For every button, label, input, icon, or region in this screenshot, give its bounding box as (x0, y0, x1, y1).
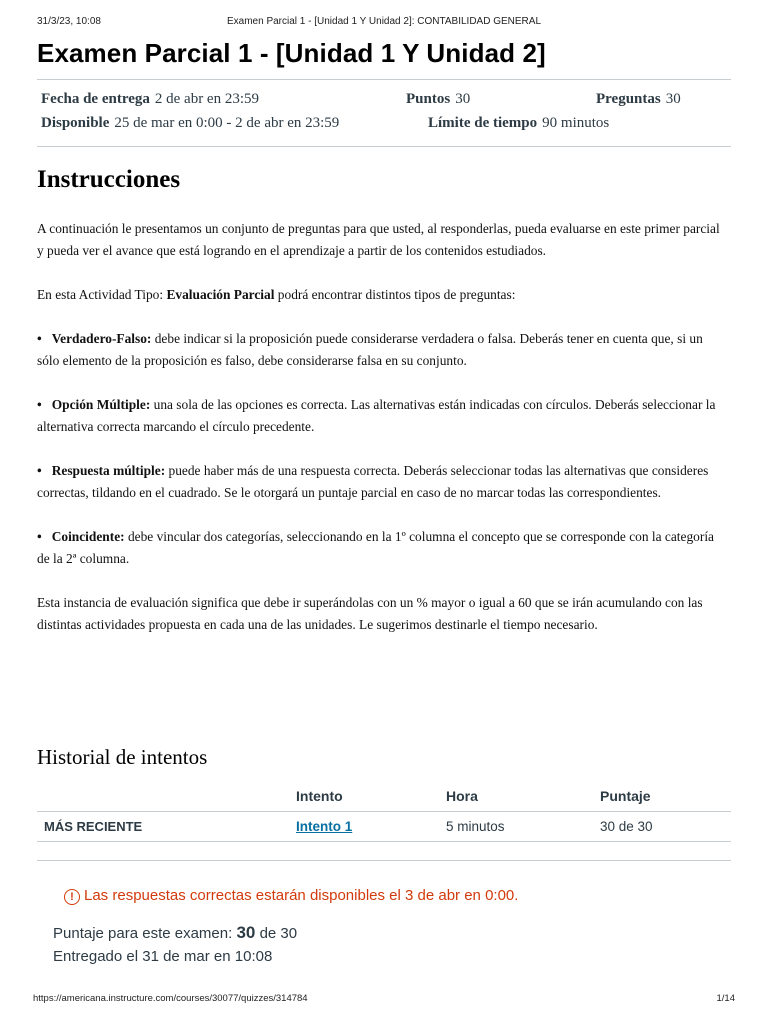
column-header-attempt: Intento (289, 781, 439, 812)
print-document-title: Examen Parcial 1 - [Unidad 1 Y Unidad 2]: CONTABILIDAD GENERAL (226, 16, 542, 27)
item-term: Opción Múltiple: (51, 397, 151, 412)
divider-top (37, 79, 731, 80)
instructions-closing: Esta instancia de evaluación significa que debe ir superándolas con un % mayor o igual a 60 que se irán acumulando con las distintas actividades propuesta en cada una de las unidades. Le sugerimos destinarle el tiempo necesario. (37, 595, 703, 632)
time-limit (428, 115, 609, 132)
bullet: • (37, 529, 42, 544)
item-term: Respuesta múltiple: (51, 463, 166, 478)
points (406, 91, 470, 108)
questions (596, 91, 681, 108)
bullet: • (37, 331, 42, 346)
item-text: debe vincular dos categorías, seleccionando en la 1º columna el concepto que se corresponde con la categoría de la 2ª columna. (37, 529, 714, 566)
attempt-history-heading: Historial de intentos (37, 745, 208, 769)
activity-prefix: En esta Actividad Tipo: (37, 287, 167, 302)
activity-suffix: podrá encontrar distintos tipos de preguntas: (274, 287, 516, 302)
table-header-row (37, 781, 731, 812)
instruction-item-true-false (37, 328, 727, 372)
item-term: Verdadero-Falso: (51, 331, 152, 346)
item-term: Coincidente: (51, 529, 125, 544)
table-row (37, 812, 731, 842)
print-date: 31/3/23, 10:08 (37, 16, 101, 27)
submitted-date: Entregado el 31 de mar en 10:08 (53, 948, 273, 965)
due-date (41, 91, 259, 108)
item-text: debe indicar si la proposición puede considerarse verdadera o falsa. Deberás tener en cuenta que, si un sólo elemento de la proposición es falso, debe considerarse falsa en su conjunto. (37, 331, 703, 368)
instruction-item-multiple-choice (37, 394, 727, 438)
attempt-history-table (37, 781, 731, 842)
bullet: • (37, 397, 42, 412)
column-header-score: Puntaje (593, 781, 731, 812)
divider-history (37, 860, 731, 861)
time-limit-value: 90 minutos (542, 115, 610, 131)
availability-value: 25 de mar en 0:00 - 2 de abr en 23:59 (114, 115, 340, 131)
alert-circle-icon: ! (64, 889, 80, 905)
activity-type: Evaluación Parcial (166, 287, 275, 302)
instruction-item-multiple-answer (37, 460, 727, 504)
instructions-heading: Instrucciones (37, 166, 181, 193)
time-limit-label: Límite de tiempo (428, 115, 538, 131)
quiz-score (53, 923, 297, 943)
instructions-body (37, 218, 727, 658)
attempt-time: 5 minutos (439, 812, 593, 842)
instruction-item-matching (37, 526, 727, 570)
due-date-value: 2 de abr en 23:59 (154, 91, 260, 107)
print-url: https://americana.instructure.com/courses/30077/quizzes/314784 (33, 993, 308, 1004)
attempt-link[interactable]: Intento 1 (296, 819, 353, 834)
questions-label: Preguntas (596, 91, 661, 107)
bullet: • (37, 463, 42, 478)
attempt-score: 30 de 30 (593, 812, 731, 842)
score-suffix: de 30 (259, 925, 298, 942)
availability (41, 115, 339, 132)
item-text: una sola de las opciones es correcta. Las alternativas están indicadas con círculos. Deberás seleccionar la alternativa correcta marcando el círculo precedente. (37, 397, 716, 434)
divider-details (37, 146, 731, 147)
due-date-label: Fecha de entrega (41, 91, 150, 107)
page-title: Examen Parcial 1 - [Unidad 1 Y Unidad 2] (37, 38, 546, 68)
answers-availability-notice (64, 887, 518, 905)
notice-text: Las respuestas correctas estarán disponibles el 3 de abr en 0:00. (84, 887, 519, 904)
points-label: Puntos (406, 91, 451, 107)
score-value: 30 (236, 923, 256, 942)
instructions-activity (37, 284, 727, 306)
column-header-label (37, 781, 289, 812)
quiz-details (41, 91, 731, 141)
item-text: puede haber más de una respuesta correcta. Deberás seleccionar todas las alternativas que consideres correctas, tildando en el cuadrado. Se le otorgará un puntaje parcial en caso de no marcar todas las correspondientes. (37, 463, 709, 500)
instructions-intro: A continuación le presentamos un conjunto de preguntas para que usted, al responderlas, pueda evaluarse en este primer parcial y pueda ver el avance que está logrando en el aprendizaje a partir de los contenidos estudiados. (37, 221, 720, 258)
print-page-number: 1/14 (716, 993, 735, 1004)
attempt-recency-label: MÁS RECIENTE (37, 812, 289, 842)
attempt-cell (289, 812, 439, 842)
score-label: Puntaje para este examen: (53, 925, 233, 942)
questions-value: 30 (665, 91, 681, 107)
column-header-time: Hora (439, 781, 593, 812)
availability-label: Disponible (41, 115, 110, 131)
points-value: 30 (455, 91, 471, 107)
